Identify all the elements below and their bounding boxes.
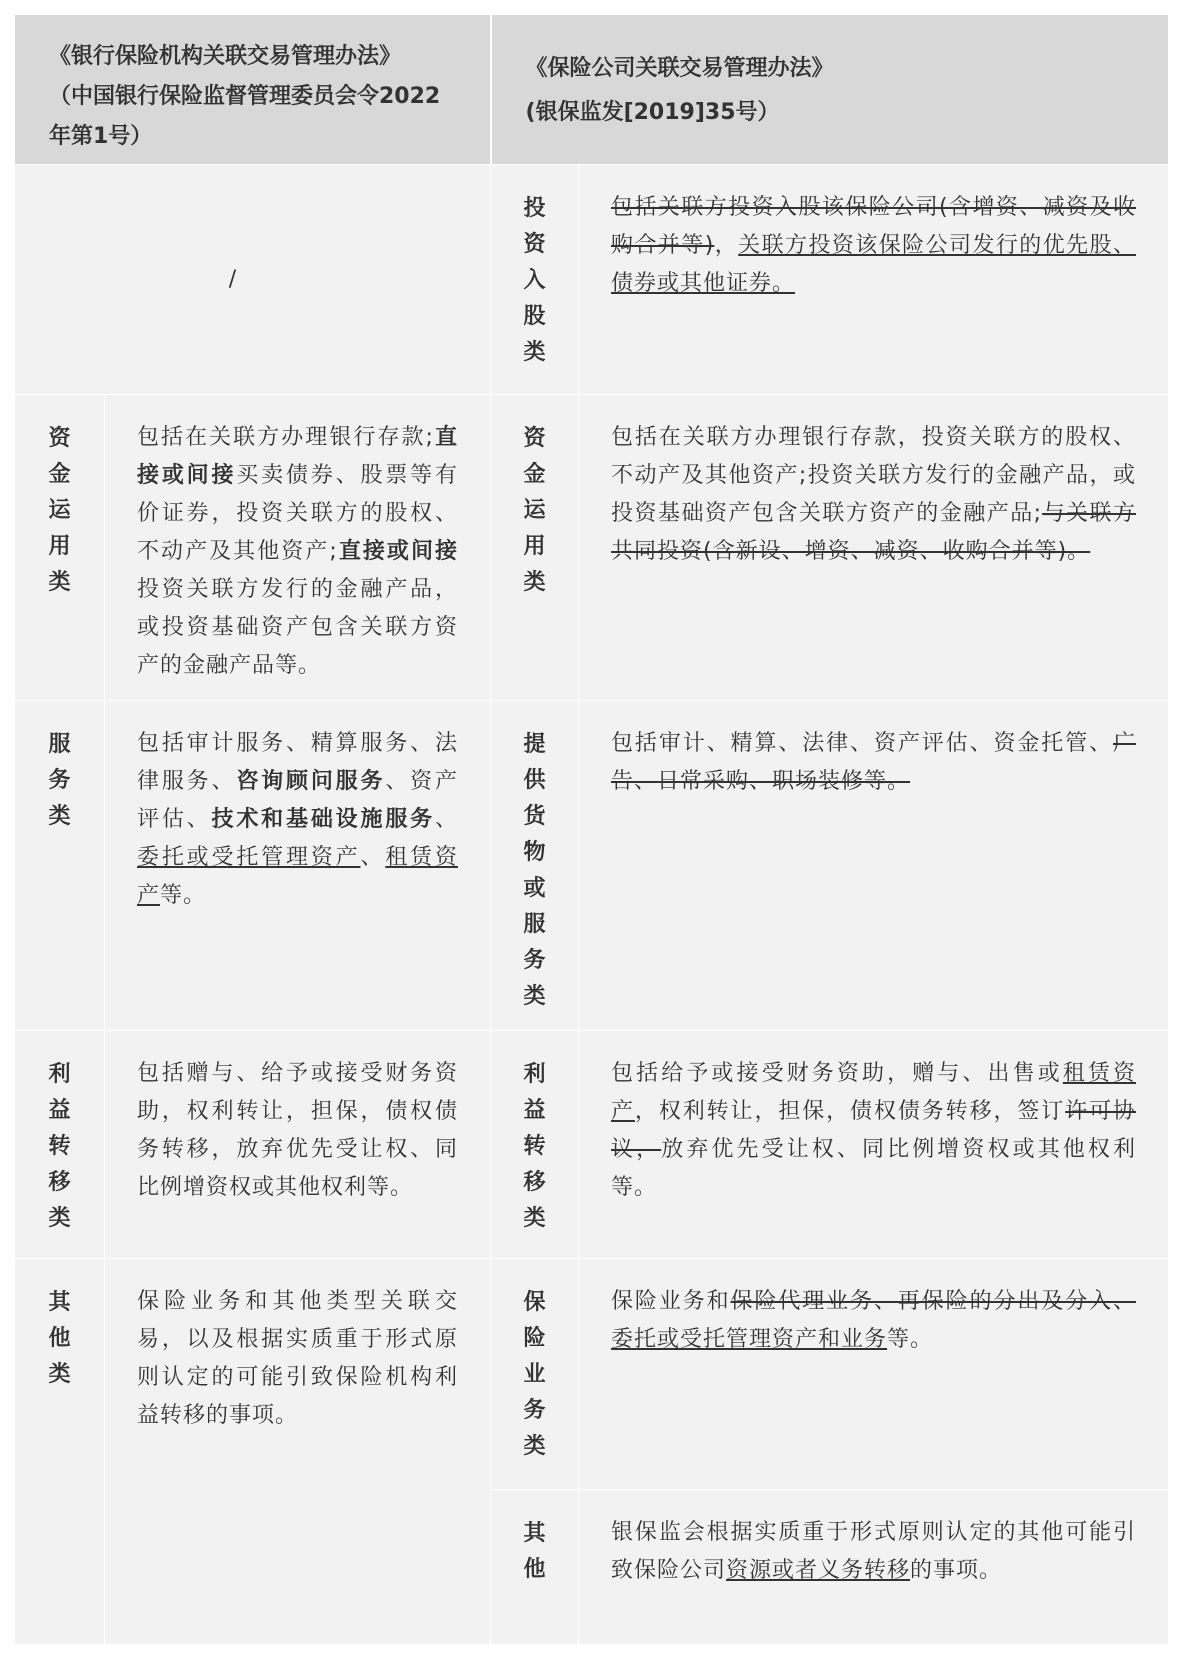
plain-text: 等。	[160, 883, 207, 909]
category-char: 服	[523, 912, 546, 938]
right-category-cell	[491, 395, 579, 701]
category-char: 险	[523, 1326, 546, 1352]
right-category-cell	[491, 701, 579, 1031]
header-left-title: 《银行保险机构关联交易管理办法》	[49, 44, 402, 69]
plain-text: 包括在关联方办理银行存款;	[137, 425, 434, 451]
category-char: 他	[48, 1326, 71, 1352]
left-category-cell	[15, 1031, 105, 1259]
left-category-cell	[15, 395, 105, 701]
category-char: 利	[523, 1062, 546, 1088]
plain-text: 银保监会根据实质重于形式原则认定的其他可能引致保险公司	[611, 1519, 1137, 1583]
bold-text: 直接或间接	[137, 425, 458, 489]
category-char: 类	[48, 570, 71, 596]
category-char: 利	[48, 1062, 71, 1088]
comparison-table	[14, 14, 1169, 1645]
right-description-cell	[579, 701, 1169, 1031]
left-description-cell	[105, 1259, 491, 1645]
category-char: 务	[523, 1398, 546, 1424]
category-char: 业	[523, 1362, 546, 1388]
table-row	[15, 1031, 1169, 1259]
header-right	[491, 15, 1169, 165]
table-row	[15, 395, 1169, 701]
category-char: 务	[48, 768, 71, 794]
category-char: 投	[523, 195, 546, 221]
category-char: 类	[523, 1434, 546, 1460]
category-char: 益	[523, 1098, 546, 1124]
plain-text: 包括审计服务、精算服务、法律服务、	[137, 731, 459, 795]
category-char: 转	[48, 1134, 71, 1160]
bold-text: 技术和基础设施服务	[211, 807, 435, 833]
bold-text: 直接或间接	[337, 539, 459, 565]
plain-text: ，	[714, 232, 739, 258]
category-char: 类	[48, 1206, 71, 1232]
category-char: 类	[523, 339, 546, 365]
category-char: 其	[48, 1290, 71, 1316]
left-description-cell	[105, 1031, 491, 1259]
plain-text: 买卖债券、股票等有价证券，投资关联方的股权、不动产及其他资产;	[137, 463, 459, 565]
plain-text: 、	[360, 845, 386, 871]
plain-text: 包括赠与、给予或接受财务资助，权利转让，担保，债权债务转移，放弃优先受让权、同比例增资权或其他权利等。	[137, 1061, 459, 1201]
plain-text: 、资产评估、	[137, 769, 458, 833]
plain-text: 包括在关联方办理银行存款，投资关联方的股权、不动产及其他资产;投资关联方发行的金融产品，或投资基础资产包含关联方资产的金融产品;	[611, 425, 1137, 527]
plain-text: 投资关联方发行的金融产品，或投资基础资产包含关联方资产的金融产品等。	[137, 577, 459, 679]
left-description-cell	[105, 395, 491, 701]
right-category-cell	[491, 1259, 579, 1489]
plain-text: 、	[434, 807, 458, 833]
category-char: 或	[523, 876, 546, 902]
right-description-cell	[579, 1031, 1169, 1259]
underlined-text: 租赁资产	[137, 845, 458, 909]
header-right-subtitle: (银保监发[2019]35号）	[525, 100, 780, 125]
deleted-text: 保险代理业务、再保险的分出及分入、	[730, 1289, 1137, 1315]
deleted-text: 许可协议，	[611, 1099, 1136, 1163]
plain-text: 保险业务和	[611, 1289, 731, 1315]
placeholder-slash: /	[228, 266, 237, 292]
plain-text: 保险业务和其他类型关联交易，以及根据实质重于形式原则认定的可能引致保险机构利益转移的事项。	[137, 1289, 459, 1429]
category-char: 移	[48, 1170, 71, 1196]
category-char: 运	[48, 498, 71, 524]
plain-text: 包括给予或接受财务资助，赠与、出售或	[611, 1061, 1063, 1087]
category-char: 物	[523, 840, 546, 866]
category-char: 益	[48, 1098, 71, 1124]
category-char: 股	[523, 303, 546, 329]
category-char: 资	[523, 231, 546, 257]
deleted-text: 与关联方共同投资(含新设、增资、减资、收购合并等)。	[611, 501, 1137, 565]
right-description-cell	[579, 164, 1169, 394]
underlined-text: 委托或受托管理资产	[137, 845, 361, 871]
underlined-text: 委托或受托管理资产和业务	[611, 1327, 888, 1353]
right-category-cell	[491, 1031, 579, 1259]
table-row	[15, 701, 1169, 1031]
right-description-cell	[579, 1259, 1169, 1489]
category-char: 类	[48, 804, 71, 830]
underlined-text: 租赁资产	[611, 1061, 1137, 1125]
category-char: 转	[523, 1134, 546, 1160]
right-category-cell	[491, 1489, 579, 1644]
category-char: 类	[523, 570, 546, 596]
category-char: 用	[523, 534, 546, 560]
category-char: 提	[523, 732, 546, 758]
table-row	[15, 164, 1169, 394]
category-char: 保	[523, 1290, 546, 1316]
category-char: 务	[523, 948, 546, 974]
category-char: 用	[48, 534, 71, 560]
category-char: 类	[48, 1362, 71, 1388]
category-char: 金	[48, 462, 71, 488]
plain-text: 放弃优先受让权、同比例增资权或其他权利等。	[611, 1137, 1137, 1201]
bold-text: 咨询顾问服务	[236, 769, 386, 795]
category-char: 其	[523, 1520, 546, 1546]
header-left-subtitle: （中国银行保险监督管理委员会令2022年第1号）	[49, 84, 441, 149]
right-description-cell	[579, 1489, 1169, 1644]
left-empty-cell	[15, 164, 491, 394]
category-char: 资	[523, 426, 546, 452]
plain-text: 包括审计、精算、法律、资产评估、资金托管、	[611, 731, 1114, 757]
category-char: 他	[523, 1556, 546, 1582]
category-char: 供	[523, 768, 546, 794]
header-left	[15, 15, 491, 165]
deleted-text: 包括关联方投资入股该保险公司(含增资、减资及收购合并等)	[611, 194, 1137, 258]
plain-text: 的事项。	[910, 1557, 1003, 1583]
category-char: 货	[523, 804, 546, 830]
underlined-text: 资源或者义务转移	[726, 1557, 911, 1583]
header-right-title: 《保险公司关联交易管理办法》	[525, 56, 834, 81]
underlined-text: 关联方投资该保险公司发行的优先股、债券或其他证券。	[611, 232, 1137, 296]
category-char: 服	[48, 732, 71, 758]
right-description-cell	[579, 395, 1169, 701]
left-category-cell	[15, 1259, 105, 1645]
right-category-cell	[491, 164, 579, 394]
category-char: 资	[48, 426, 71, 452]
left-description-cell	[105, 701, 491, 1031]
category-char: 类	[523, 1206, 546, 1232]
header-row	[15, 15, 1169, 165]
plain-text: ，权利转让，担保，债权债务转移，签订	[634, 1099, 1066, 1125]
category-char: 类	[523, 984, 546, 1010]
deleted-text: 广告、日常采购、职场装修等。	[611, 731, 1137, 795]
left-category-cell	[15, 701, 105, 1031]
category-char: 入	[523, 267, 546, 293]
category-char: 移	[523, 1170, 546, 1196]
plain-text: 等。	[887, 1327, 934, 1353]
category-char: 金	[523, 462, 546, 488]
category-char: 运	[523, 498, 546, 524]
table-row	[15, 1259, 1169, 1489]
